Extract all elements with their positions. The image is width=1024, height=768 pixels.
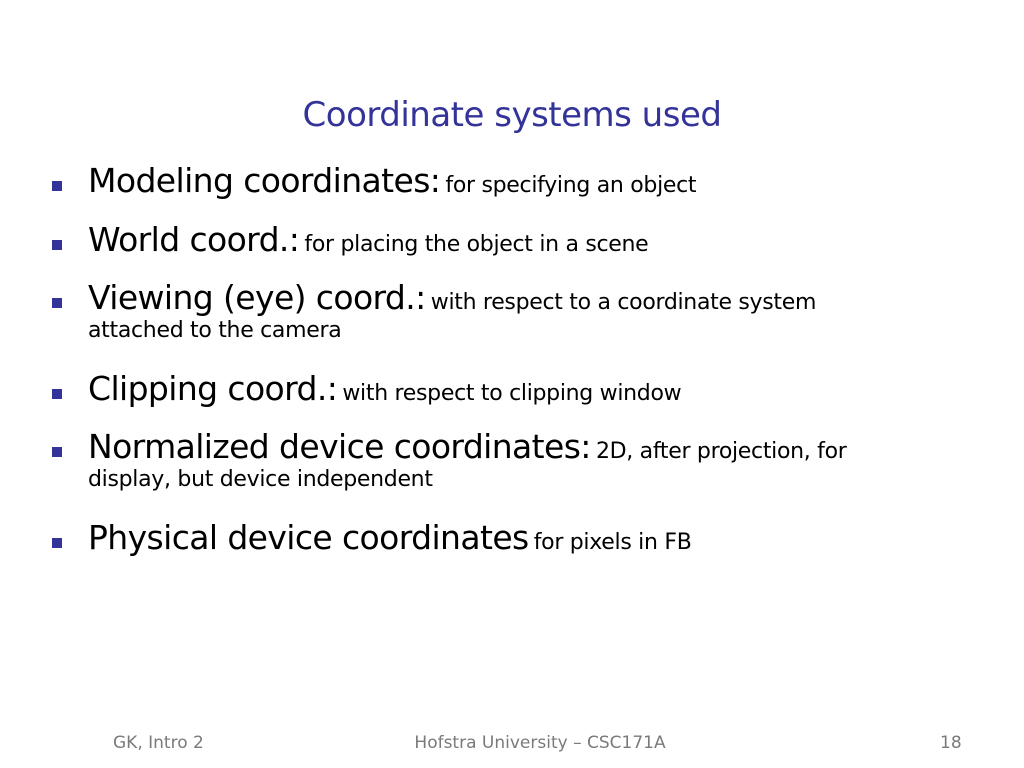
bullet-term: Clipping coord.:: [88, 369, 338, 408]
bullet-term: Viewing (eye) coord.:: [88, 278, 426, 317]
bullet-term: Modeling coordinates:: [88, 161, 441, 200]
bullet-term: Normalized device coordinates:: [88, 427, 591, 466]
footer-author: GK, Intro 2: [113, 733, 204, 753]
page-number: 18: [940, 733, 962, 753]
bullet-description: for pixels in FB: [533, 530, 692, 555]
bullet-continuation: attached to the camera: [88, 318, 342, 343]
bullet-term: Physical device coordinates: [88, 518, 529, 557]
bullet-continuation: display, but device independent: [88, 467, 433, 492]
bullet-term: World coord.:: [88, 220, 300, 259]
bullet-item: [50, 278, 817, 343]
bullet-description: for specifying an object: [445, 173, 697, 198]
bullet-description: with respect to a coordinate system: [430, 290, 817, 315]
square-bullet-icon: [52, 538, 62, 548]
square-bullet-icon: [52, 298, 62, 308]
bullet-item: [50, 161, 697, 200]
square-bullet-icon: [52, 240, 62, 250]
bullet-description: 2D, after projection, for: [595, 439, 847, 464]
bullet-description: for placing the object in a scene: [304, 232, 649, 257]
bullet-item: [50, 518, 692, 557]
footer-course: Hofstra University – CSC171A: [414, 733, 666, 753]
bullet-item: [50, 369, 682, 408]
slide-title: Coordinate systems used: [302, 95, 722, 135]
bullet-item: [50, 427, 847, 492]
square-bullet-icon: [52, 447, 62, 457]
bullet-item: [50, 220, 649, 259]
bullet-description: with respect to clipping window: [342, 381, 682, 406]
square-bullet-icon: [52, 389, 62, 399]
square-bullet-icon: [52, 181, 62, 191]
